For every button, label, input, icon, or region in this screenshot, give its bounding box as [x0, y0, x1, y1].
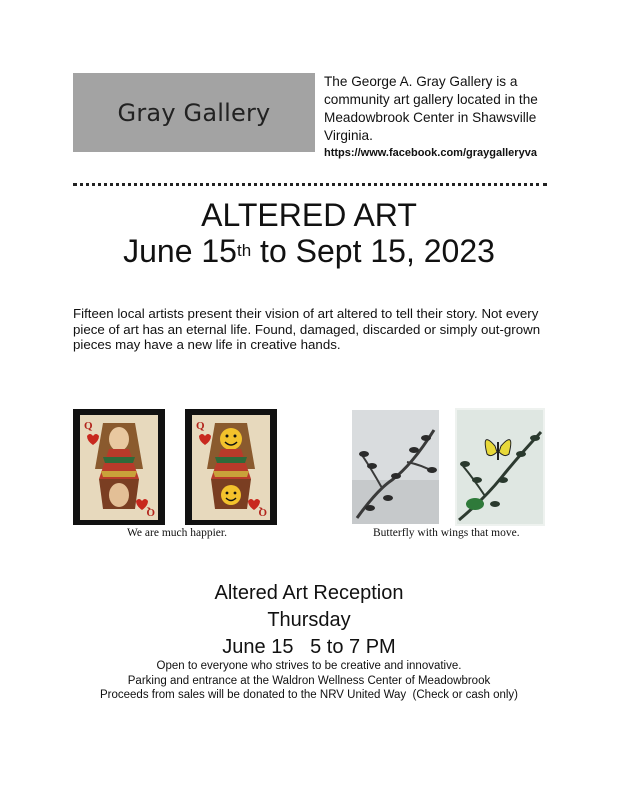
reception-details: [0, 659, 618, 703]
reception-day: Thursday: [267, 609, 351, 631]
caption-butterfly: Butterfly with wings that move.: [373, 527, 520, 539]
gallery-intro: [324, 73, 574, 161]
event-title: ALTERED ART: [201, 197, 417, 233]
reception-block: [0, 580, 618, 661]
branch-painting-image: [352, 410, 439, 524]
detail-line: Proceeds from sales will be donated to the NRV United Way (Check or cash only): [99, 689, 519, 701]
event-dates: June 15th to Sept 15, 2023: [123, 233, 495, 269]
event-title-block: [0, 198, 618, 270]
detail-line: Open to everyone who strives to be creative and innovative.: [156, 660, 462, 672]
card-letter-top-2: Q: [196, 420, 205, 432]
intro-text: The George A. Gray Gallery is a community art gallery located in the Meadowbrook Center in Shawsville Virginia.: [324, 74, 538, 143]
caption-happier: We are much happier.: [127, 527, 227, 539]
card-letter-bottom: Q: [146, 506, 155, 518]
butterfly-painting-image: [455, 408, 545, 526]
card-letter-top: Q: [84, 420, 93, 432]
detail-line: Parking and entrance at the Waldron Wellness Center of Meadowbrook: [127, 674, 491, 687]
logo-text: Gray Gallery: [117, 98, 271, 127]
queen-card-altered-image: [185, 409, 277, 525]
reception-heading: Altered Art Reception: [214, 582, 404, 604]
facebook-link[interactable]: https://www.facebook.com/graygalleryva: [324, 147, 537, 159]
event-description: Fifteen local artists present their vision of art altered to tell their story. Not every piece of art has an eternal life. Found, damaged, discarded or simply out-grown pieces may have a new life in creative hands.: [73, 306, 541, 352]
reception-date-time: June 15 5 to 7 PM: [222, 636, 396, 658]
dotted-divider: [73, 183, 547, 186]
card-letter-bottom-2: Q: [258, 506, 267, 518]
queen-card-original-image: [73, 409, 165, 525]
gallery-logo: [73, 73, 315, 152]
